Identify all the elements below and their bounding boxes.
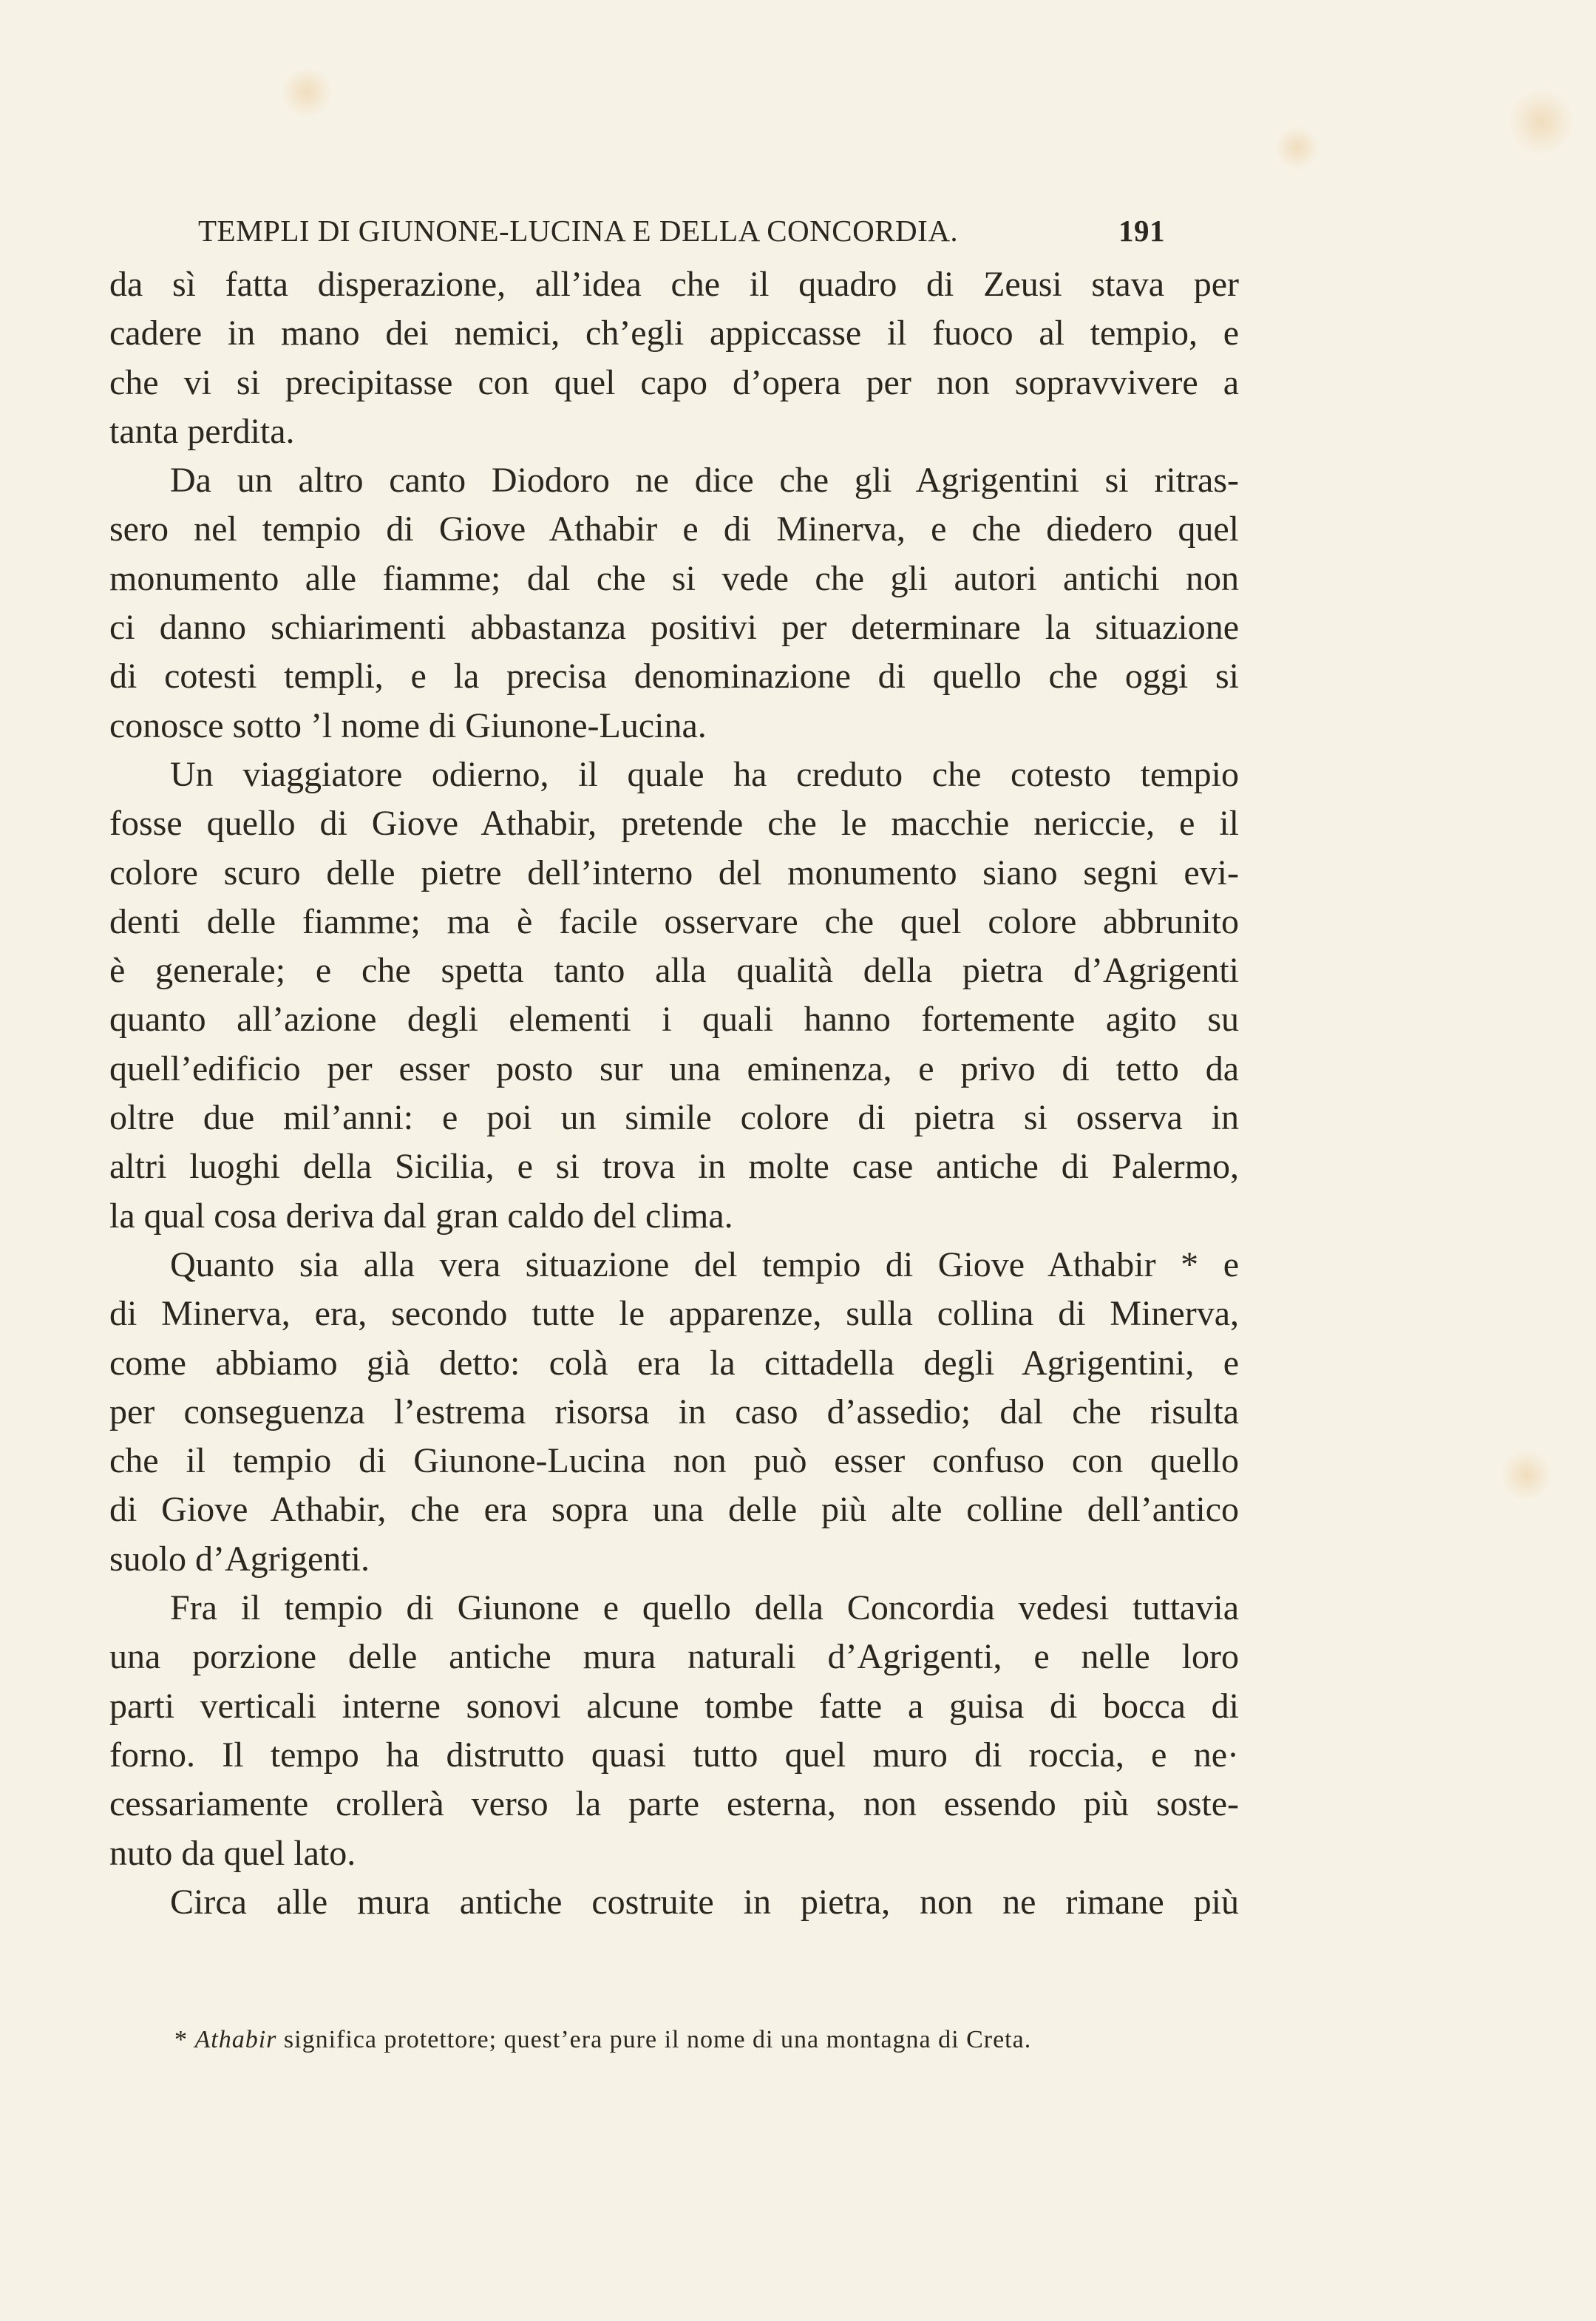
footnote-term: Athabir — [194, 2026, 277, 2053]
text-line: altri luoghi della Sicilia, e si trova in molte case antiche di Palermo, — [109, 1147, 1239, 1187]
text-line: sero nel tempio di Giove Athabir e di Minerva, e che diedero quel — [109, 509, 1239, 549]
text-line: di cotesti templi, e la precisa denominazione di quello che oggi si — [109, 657, 1239, 697]
text-line: una porzione delle antiche mura naturali d’Agrigenti, e nelle loro — [109, 1637, 1239, 1677]
text-line: di Giove Athabir, che era sopra una delle più alte colline dell’antico — [109, 1490, 1239, 1530]
text-line: che il tempio di Giunone-Lucina non può esser confuso con quello — [109, 1441, 1239, 1481]
text-line: forno. Il tempo ha distrutto quasi tutto quel muro di roccia, e ne· — [109, 1735, 1239, 1775]
text-line: quanto all’azione degli elementi i quali hanno fortemente agito su — [109, 1000, 1239, 1040]
text-line: parti verticali interne sonovi alcune tombe fatte a guisa di bocca di — [109, 1686, 1239, 1726]
footnote-text: significa protettore; quest’era pure il nome di una montagna di Creta. — [283, 2026, 1032, 2053]
running-title: TEMPLI DI GIUNONE-LUCINA E DELLA CONCORDIA. — [198, 214, 959, 248]
footnote-marker: * — [174, 2026, 188, 2053]
body-text — [109, 260, 1239, 1927]
text-line: Da un altro canto Diodoro ne dice che gli Agrigentini si ritras- — [170, 461, 1239, 501]
text-line: suolo d’Agrigenti. — [109, 1539, 370, 1579]
text-line: di Minerva, era, secondo tutte le apparenze, sulla collina di Minerva, — [109, 1294, 1239, 1334]
text-line: la qual cosa deriva dal gran caldo del clima. — [109, 1196, 733, 1236]
paper-stain — [1508, 89, 1575, 155]
text-line: quell’edificio per esser posto sur una eminenza, e privo di tetto da — [109, 1048, 1239, 1088]
text-line: cessariamente crollerà verso la parte esterna, non essendo più soste- — [109, 1784, 1239, 1824]
text-line: è generale; e che spetta tanto alla qualità della pietra d’Agrigenti — [109, 951, 1239, 991]
text-line: fosse quello di Giove Athabir, pretende che le macchie nericcie, e il — [109, 804, 1239, 844]
text-line: monumento alle fiamme; dal che si vede che gli autori antichi non — [109, 558, 1239, 598]
footnote — [174, 2026, 1239, 2054]
text-line: cadere in mano dei nemici, ch’egli appiccasse il fuoco al tempio, e — [109, 314, 1239, 353]
text-line: nuto da quel lato. — [109, 1833, 356, 1873]
text-line: Fra il tempio di Giunone e quello della Concordia vedesi tuttavia — [170, 1588, 1239, 1628]
text-line: colore scuro delle pietre dell’interno del monumento siano segni evi- — [109, 853, 1239, 892]
page-number: 191 — [1118, 214, 1165, 248]
text-line: Circa alle mura antiche costruite in pietra, non ne rimane più — [170, 1882, 1239, 1922]
paper-stain — [1501, 1449, 1552, 1501]
text-line: tanta perdita. — [109, 411, 295, 451]
text-line: Quanto sia alla vera situazione del tempio di Giove Athabir * e — [170, 1244, 1239, 1284]
running-header — [198, 213, 1165, 257]
text-line: come abbiamo già detto: colà era la cittadella degli Agrigentini, e — [109, 1343, 1239, 1383]
text-line: ci danno schiarimenti abbastanza positivi per determinare la situazione — [109, 608, 1239, 648]
text-line: conosce sotto ’l nome di Giunone-Lucina. — [109, 705, 707, 745]
paper-stain — [281, 67, 333, 118]
text-line: che vi si precipitasse con quel capo d’opera per non sopravvivere a — [109, 362, 1239, 402]
text-line: denti delle fiamme; ma è facile osservare che quel colore abbrunito — [109, 901, 1239, 941]
paper-stain — [1275, 126, 1320, 170]
text-line: per conseguenza l’estrema risorsa in caso d’assedio; dal che risulta — [109, 1392, 1239, 1431]
text-line: Un viaggiatore odierno, il quale ha creduto che cotesto tempio — [170, 754, 1239, 794]
text-line: oltre due mil’anni: e poi un simile colore di pietra si osserva in — [109, 1098, 1239, 1138]
text-line: da sì fatta disperazione, all’idea che il quadro di Zeusi stava per — [109, 265, 1239, 304]
